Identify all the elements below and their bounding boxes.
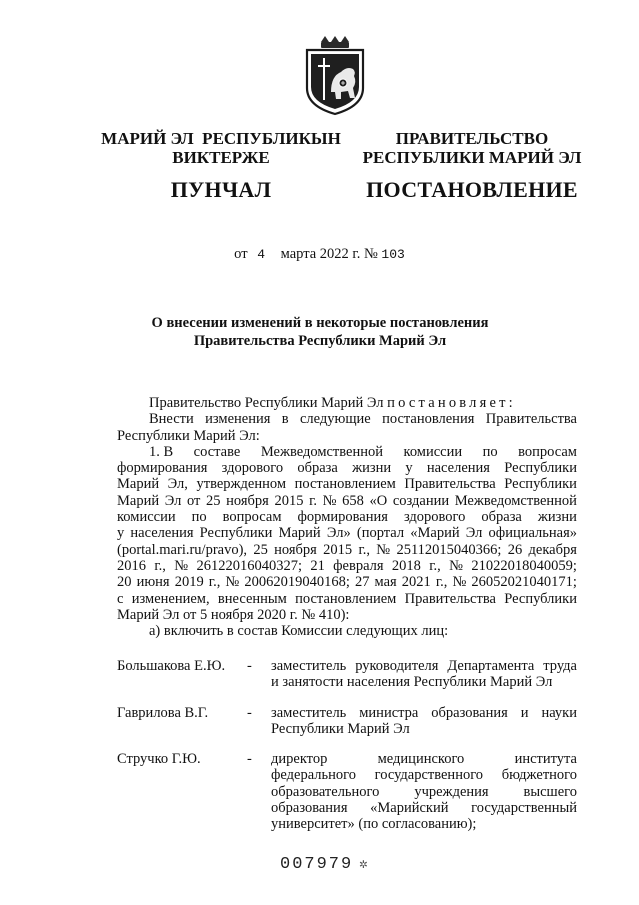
body-p2-line2: Республики Марий Эл: — [117, 427, 260, 444]
word: постановлением — [294, 476, 396, 493]
member-dash: - — [247, 751, 252, 768]
word: 25112015040366; — [396, 541, 502, 558]
word: 1. В — [149, 443, 174, 460]
word: составе — [193, 443, 241, 460]
word: 21022018040059; — [471, 557, 577, 574]
word: у — [405, 460, 413, 477]
member-role-line — [271, 751, 577, 767]
word: г., — [154, 557, 166, 574]
word: труда — [543, 658, 577, 674]
word: Эл, — [167, 476, 188, 493]
member-role-line — [271, 767, 577, 783]
title-line2: Правительства Республики Марий Эл — [193, 333, 447, 349]
word: «Марийский — [370, 800, 449, 817]
emblem-crown — [321, 36, 349, 48]
word: утвержденном — [196, 476, 287, 493]
word: комиссии — [403, 443, 463, 460]
header-mari-line1: МАРИЙ ЭЛ РЕСПУБЛИКЫН — [101, 129, 341, 148]
commission-members-list — [117, 658, 577, 847]
body-paragraph-4: а) включить в состав Комиссии следующих лиц: — [149, 623, 449, 640]
word: населения — [130, 525, 194, 542]
member-role-line: и занятости населения Республики Марий Эл — [271, 674, 553, 691]
word: постановлением — [295, 590, 397, 607]
word: г., — [358, 541, 370, 558]
document-body — [117, 395, 577, 639]
word: и — [520, 704, 529, 721]
coat-of-arms-emblem — [301, 36, 369, 116]
word: 2021 — [401, 574, 431, 591]
word: февраля — [333, 557, 384, 574]
word: директор — [271, 751, 328, 768]
member-role-line — [271, 658, 577, 674]
word: Правительства — [404, 476, 496, 493]
word: ноября — [274, 541, 317, 558]
word: формирования — [297, 509, 388, 526]
word: № — [225, 574, 240, 591]
body-p3-line1 — [117, 444, 577, 460]
word: Марий — [117, 476, 160, 493]
word: 20062019040168; — [244, 574, 350, 591]
word: в — [281, 411, 289, 428]
word: июня — [136, 574, 170, 591]
word: г. — [309, 492, 318, 509]
word: медицинского — [377, 751, 465, 768]
word: высшего — [523, 783, 577, 800]
word: заместитель — [271, 658, 347, 674]
word: г., — [429, 557, 441, 574]
member-role-line: Республики Марий Эл — [271, 720, 410, 737]
word: формирования — [117, 460, 208, 477]
word: 2019 — [174, 574, 204, 591]
body-p1-subject: Правительство Республики Марий Эл — [149, 395, 384, 411]
body-p2-line1 — [117, 411, 577, 427]
word: образовательного — [271, 783, 380, 800]
document-title — [120, 314, 520, 350]
form-serial-stamp — [280, 855, 370, 874]
header-mari-doctype: ПУНЧАЛ — [170, 177, 272, 202]
word: Республики — [504, 460, 577, 477]
member-dash: - — [247, 704, 252, 721]
member-role — [271, 751, 577, 832]
word: Межведомственной — [454, 492, 577, 509]
word: 25 — [206, 492, 221, 509]
word: 2015 — [323, 541, 353, 558]
word: министра — [359, 704, 419, 721]
word: (портал — [356, 525, 405, 542]
word: образования — [431, 704, 508, 721]
word: населения — [426, 460, 490, 477]
word: по — [482, 443, 498, 460]
header-mari — [96, 129, 346, 203]
word: заместитель — [271, 704, 347, 721]
body-p3-line11: Марий Эл от 5 ноября 2020 г. № 410): — [117, 606, 350, 623]
word: ноября — [226, 492, 269, 509]
word: № — [174, 557, 189, 574]
word: бюджетного — [501, 767, 577, 784]
word: 27 — [354, 574, 370, 591]
word: учреждения — [414, 783, 489, 800]
body-p3-line4 — [117, 493, 577, 509]
word: 2015 — [274, 492, 304, 509]
word: Межведомственной — [260, 443, 384, 460]
body-p3-line7 — [117, 542, 577, 558]
body-paragraph-1 — [117, 395, 577, 411]
body-p3-line5 — [117, 509, 577, 525]
word: внесенным — [217, 590, 287, 607]
word: 20 — [117, 574, 132, 591]
word: г., — [435, 574, 448, 591]
header-russian-line1: ПРАВИТЕЛЬСТВО — [395, 129, 549, 148]
word: по — [191, 509, 207, 526]
body-p3-line6 — [117, 525, 577, 541]
member-name: Большакова Е.Ю. — [117, 658, 226, 674]
body-p3-line10 — [117, 591, 577, 607]
word: «Марий — [410, 525, 460, 542]
stamp-ornament-icon: ✲ — [359, 857, 370, 873]
date-month-year: марта 2022 г. № — [280, 246, 378, 262]
header-mari-line2: ВИКТЕРЖЕ — [172, 148, 270, 167]
header-russian — [357, 129, 587, 203]
member-role-line — [271, 705, 577, 721]
word: 26122016040327; — [196, 557, 302, 574]
word: Марий — [117, 492, 160, 509]
word: образа — [297, 460, 338, 477]
member-role-line: университет» (по согласованию); — [271, 816, 477, 833]
word: (portal.mari.ru/pravo), — [117, 541, 248, 558]
word: науки — [541, 704, 577, 721]
word: декабря — [528, 541, 577, 558]
word: федерального — [271, 767, 356, 784]
word: Департамента — [447, 658, 535, 674]
form-serial-number: 007979 — [280, 855, 354, 874]
word: жизни — [352, 460, 392, 477]
word: Внести — [149, 411, 194, 428]
word: 26 — [507, 541, 523, 558]
word: № — [322, 492, 337, 509]
word: Эл» — [326, 525, 351, 542]
document-number: 103 — [381, 247, 405, 262]
member-dash: - — [247, 658, 252, 674]
member-role-line — [271, 784, 577, 800]
word: г., — [208, 574, 221, 591]
member-entry — [117, 751, 577, 832]
word: Республики — [504, 590, 577, 607]
body-p3-line2 — [117, 460, 577, 476]
word: 25 — [253, 541, 268, 558]
word: у — [117, 525, 125, 542]
word: № — [452, 574, 467, 591]
member-name: Гаврилова В.Г. — [117, 704, 209, 721]
word: 21 — [310, 557, 325, 574]
word: образа — [481, 509, 522, 526]
member-entry — [117, 658, 577, 691]
member-name: Стручко Г.Ю. — [117, 751, 201, 768]
word: Эл — [465, 525, 483, 542]
word: № — [449, 557, 463, 574]
word: Эл — [164, 492, 182, 509]
word: изменением, — [131, 590, 210, 607]
word: № — [376, 541, 391, 558]
word: с — [117, 590, 124, 607]
word: 658 — [342, 492, 364, 509]
word: изменения — [205, 411, 271, 428]
word: Марий — [278, 525, 321, 542]
word: 26052021040171; — [471, 574, 577, 591]
word: постановления — [382, 411, 475, 428]
word: Правительства — [404, 590, 496, 607]
body-p3-line9 — [117, 574, 577, 590]
word: института — [514, 751, 577, 768]
word: «О — [369, 492, 388, 509]
title-line1: О внесении изменений в некоторые постановления — [151, 315, 489, 331]
word: жизни — [537, 509, 577, 526]
word: следующие — [299, 411, 371, 428]
word: вопросам — [222, 509, 282, 526]
word: здорового — [221, 460, 284, 477]
member-entry — [117, 705, 577, 738]
body-p3-line8 — [117, 558, 577, 574]
date-prefix: от — [234, 246, 248, 262]
header-russian-line2: РЕСПУБЛИКИ МАРИЙ ЭЛ — [362, 148, 582, 167]
word: Республики — [504, 476, 577, 493]
word: руководителя — [355, 658, 439, 674]
word: мая — [374, 574, 397, 591]
member-role-line — [271, 800, 577, 816]
word: Правительства — [485, 411, 577, 428]
date-line — [0, 246, 639, 263]
word: здорового — [403, 509, 466, 526]
word: Республики — [199, 525, 273, 542]
word: официальная» — [488, 525, 577, 542]
member-role — [271, 658, 577, 691]
word: государственного — [374, 767, 484, 784]
word: 2018 — [391, 557, 421, 574]
word: 2016 — [117, 557, 146, 574]
word: от — [186, 492, 201, 509]
word: вопросам — [518, 443, 577, 460]
word: комиссии — [117, 509, 176, 526]
member-role — [271, 705, 577, 738]
date-day: 4 — [257, 247, 265, 262]
body-p3-line3 — [117, 476, 577, 492]
header-russian-doctype: ПОСТАНОВЛЕНИЕ — [366, 177, 578, 202]
word: создании — [392, 492, 450, 509]
word: государственный — [471, 800, 577, 817]
body-p1-verb: постановляет: — [387, 395, 516, 411]
word: образования — [271, 800, 348, 817]
